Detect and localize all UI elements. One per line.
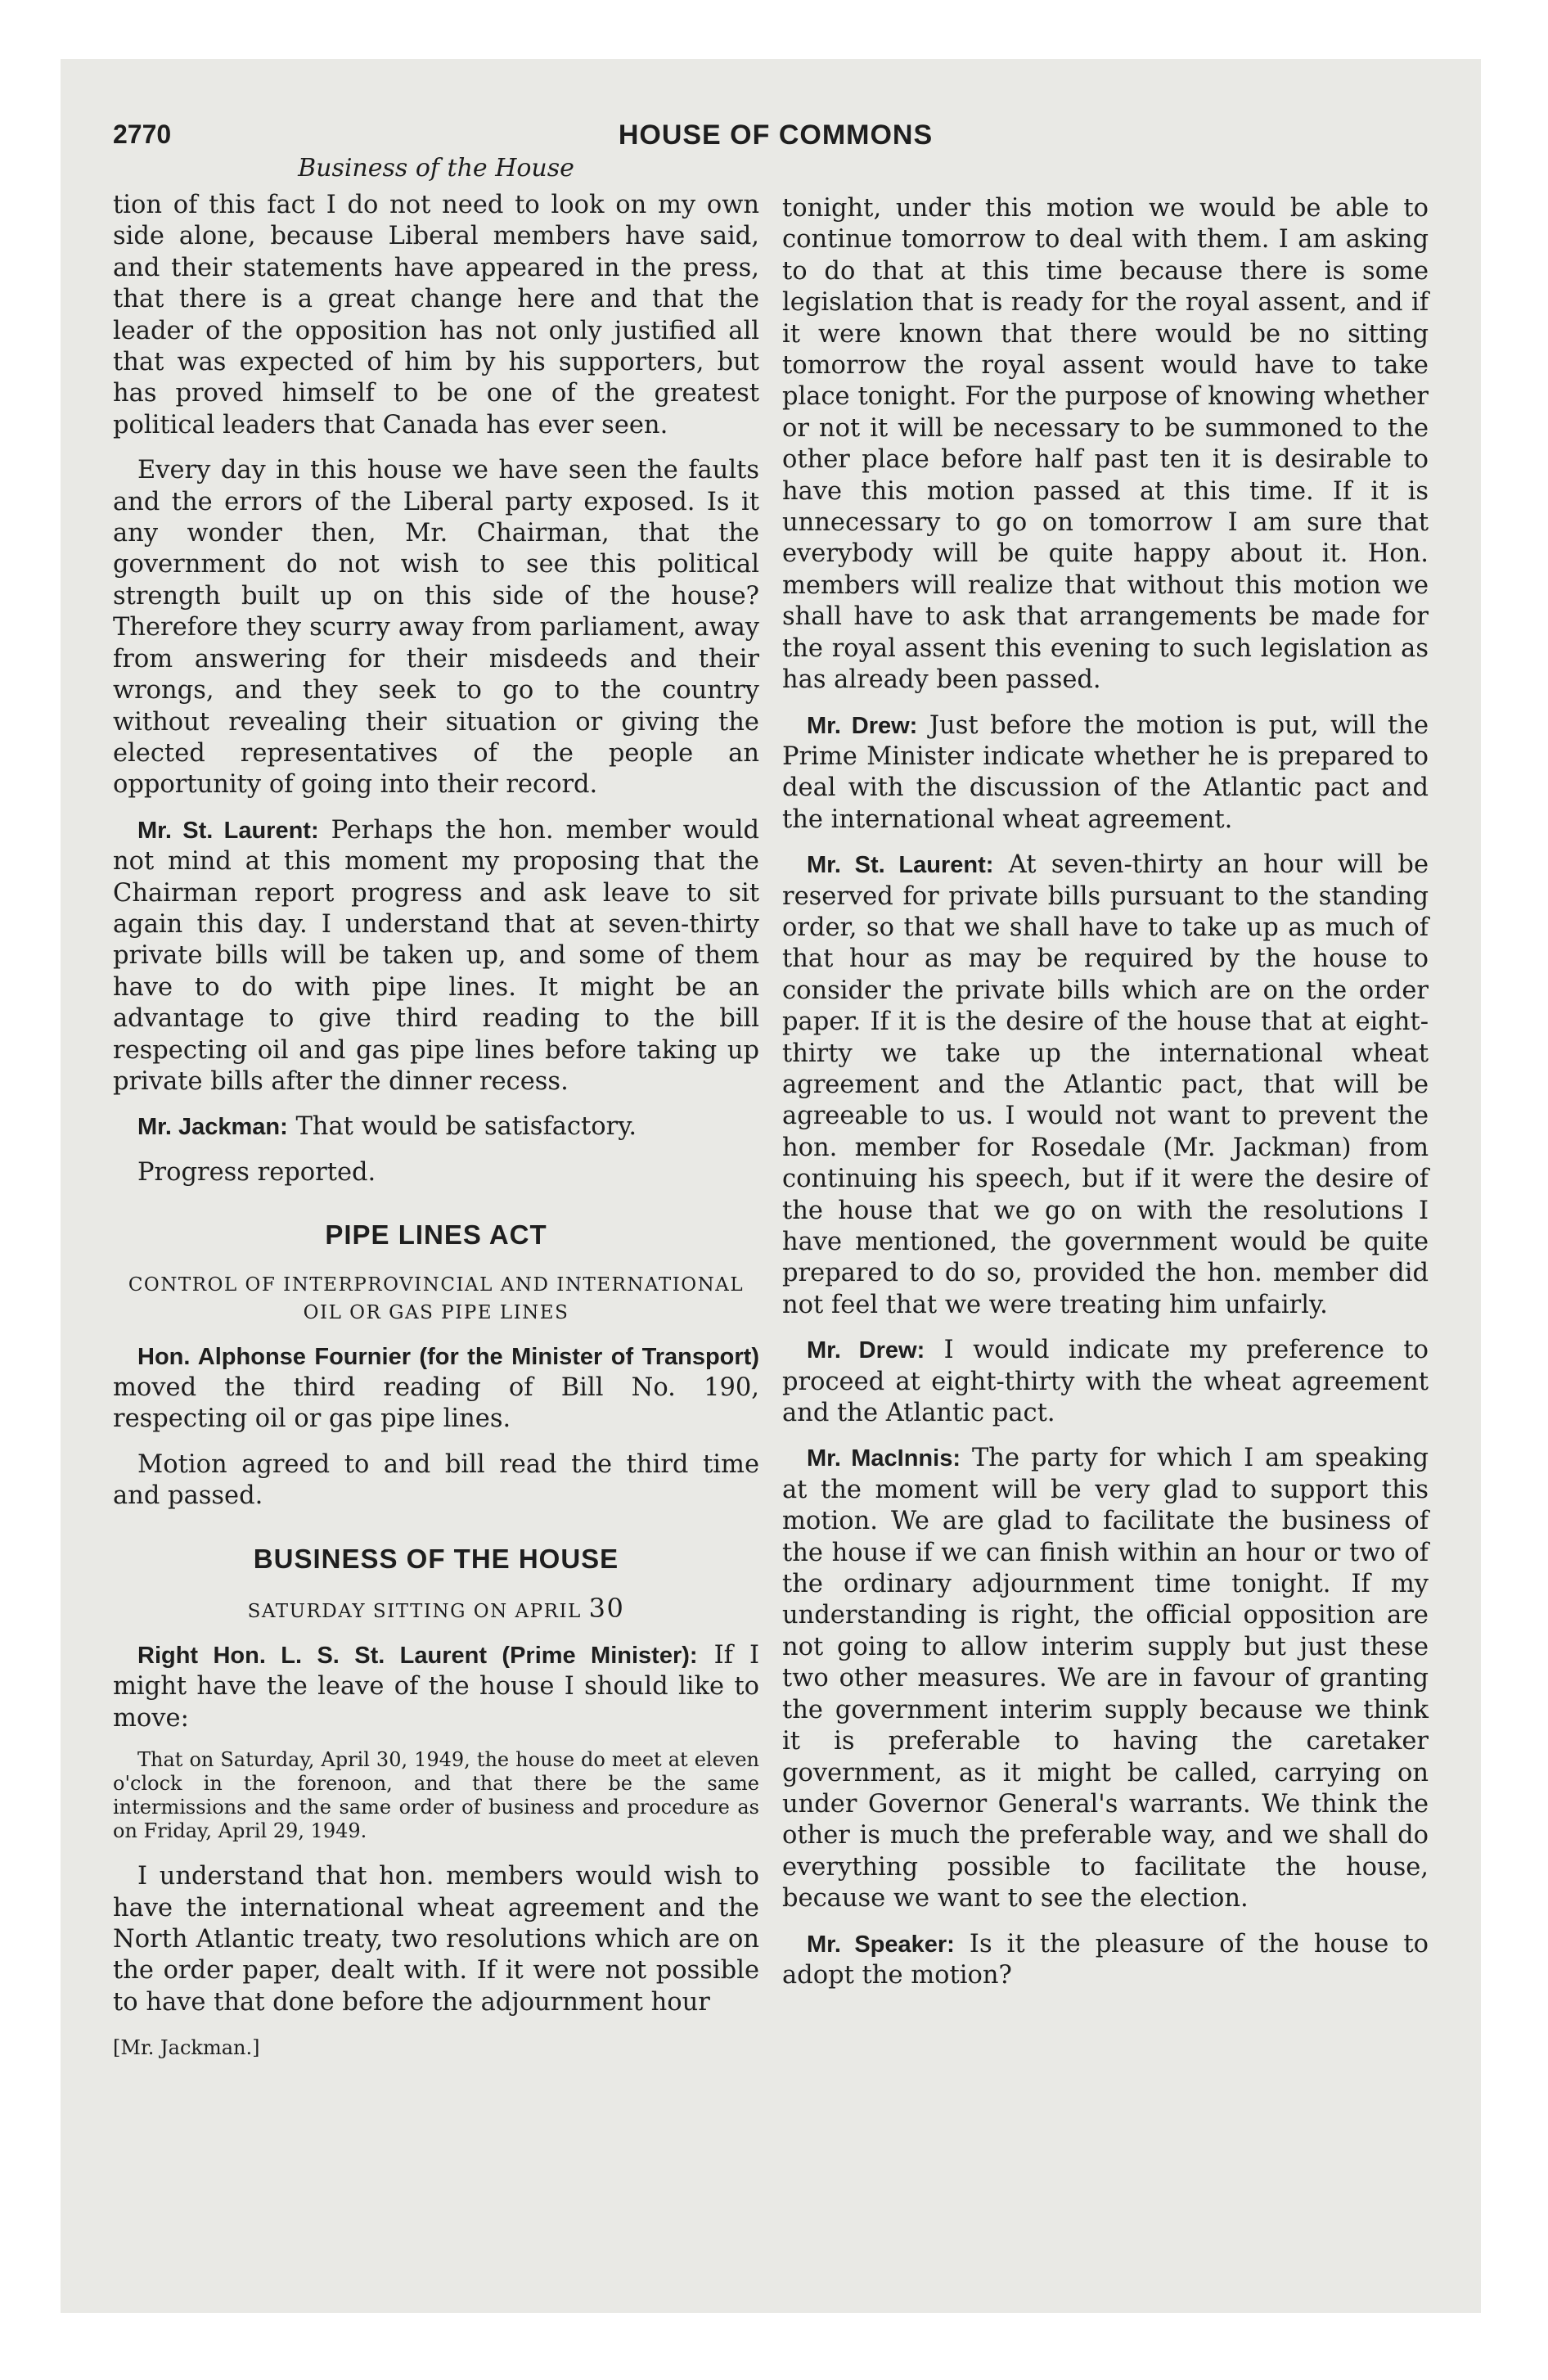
speaker-footer: [Mr. Jackman.]: [113, 2036, 260, 2060]
speaker-name: Mr. St. Laurent:: [807, 852, 994, 879]
section-heading: BUSINESS OF THE HOUSE: [253, 1543, 619, 1574]
speaker-name: Mr. St. Laurent:: [137, 817, 319, 844]
speech-text: That would be satisfactory.: [287, 1112, 637, 1142]
speech: [782, 1443, 1429, 1914]
journal-title: HOUSE OF COMMONS: [618, 119, 934, 151]
speaker-name: Mr. Drew:: [807, 1337, 925, 1364]
speech: [113, 815, 759, 1098]
speaker-name: Hon. Alphonse Fournier (for the Minister of Transport): [137, 1343, 759, 1370]
speaker-name: Mr. Speaker:: [807, 1931, 955, 1958]
speaker-name: Mr. MacInnis:: [807, 1445, 961, 1472]
speech-text: Perhaps the hon. member would not mind at this moment my proposing that the Chairman report progress and ask leave to sit again this day. I understand that at seven-thirty private bills will be taken up, and some of them have to do with pipe lines. It might be an advantage to give third reading to the bill respecting oil and gas pipe lines before taking up private bills after the dinner recess.: [113, 815, 759, 1096]
subheading-date: 30: [588, 1593, 625, 1625]
paragraph: I understand that hon. members would wish to have the international wheat agreement and the North Atlantic treaty, two resolutions which are on the order paper, dealt with. If it were not possible to have that done before the adjournment hour: [113, 1862, 759, 2017]
speech: [113, 1111, 759, 1143]
speech-text: At seven-thirty an hour will be reserved for private bills pursuant to the standing order, so that we shall have to take up as much of that hour as may be required by the house to consider the private bills which are on the order paper. If it is the desire of the house that at eight-thirty we take up the international wheat agreement and the Atlantic pact, that will be agreeable to us. I would not want to prevent the hon. member for Rosedale (Mr. Jackman) from continuing his speech, but if it were the desire of the house that we go on with the resolutions I have mentioned, the government would be quite prepared to do so, provided the hon. member did not feel that we were treating him unfairly.: [782, 850, 1429, 1319]
speech-text: moved the third reading of Bill No. 190, respecting oil or gas pipe lines.: [113, 1373, 759, 1434]
speech-text: Just before the motion is put, will the Prime Minister indicate whether he is prepared to deal with the discussion of the Atlantic pact and the international wheat agreement.: [782, 710, 1429, 834]
speech-text: I would indicate my preference to proceed at eight-thirty with the wheat agreement and the Atlantic pact.: [782, 1336, 1429, 1428]
speaker-name: Right Hon. L. S. St. Laurent (Prime Minister):: [137, 1643, 698, 1670]
paragraph: tonight, under this motion we would be able to continue tomorrow to deal with them. I am asking to do that at this time because there is some legislation that is ready for the royal assent, and if it were known that there would be no sitting tomorrow the royal assent would have to take place tonight. For the purpose of knowing whether or not it will be necessary to be summoned to the other place before half past ten it is desirable to have this motion passed at this time. If it is unnecessary to go on tomorrow I am sure that everybody will be quite happy about it. Hon. members will realize that without this motion we shall have to ask that arrangements be made for the royal assent this evening to such legislation as has already been passed.: [782, 194, 1429, 695]
right-column: [782, 193, 1429, 2005]
speech-text: If I might have the leave of the house I should like to move:: [113, 1641, 759, 1733]
speech: [113, 1341, 759, 1436]
speech: [113, 1640, 759, 1734]
speech: [782, 1335, 1429, 1429]
paragraph: Progress reported.: [137, 1157, 376, 1187]
section-subheading: CONTROL OF INTERPROVINCIAL AND INTERNATIONAL OIL OR GAS PIPE LINES: [128, 1273, 745, 1323]
paragraph: Every day in this house we have seen the faults and the errors of the Liberal party exposed. Is it any wonder then, Mr. Chairman, that the government do not wish to see this political strength built up on this side of the house? Therefore they scurry away from parliament, away from answering for their misdeeds and their wrongs, and they seek to go to the country without revealing their situation or giving the elected representatives of the people an opportunity of going into their record.: [113, 456, 759, 800]
speech: [782, 1929, 1429, 1992]
left-column: [113, 190, 759, 2064]
motion-text: That on Saturday, April 30, 1949, the house do meet at eleven o'clock in the forenoon, and that there be the same intermissions and the same order of business and procedure as on Friday, April 29, 1949.: [113, 1748, 759, 1843]
speaker-name: Mr. Drew:: [807, 712, 918, 739]
speech-text: Is it the pleasure of the house to adopt the motion?: [782, 1929, 1429, 1990]
speech: [782, 850, 1429, 1321]
subheading-text: SATURDAY SITTING ON APRIL: [247, 1601, 589, 1623]
section-heading: PIPE LINES ACT: [325, 1219, 547, 1251]
speech-text: The party for which I am speaking at the moment will be very glad to support this motion. We are glad to facilitate the business of the house if we can finish within an hour or two of the ordinary adjournment time tonight. If my understanding is right, the official opposition are not going to allow interim supply but just these two other measures. We are in favour of granting the government interim supply because we think it is preferable to having the caretaker government, as it might be called, carrying on under Governor General's warrants. We think the other is much the preferable way, and we shall do everything possible to facilitate the house, because we want to see the election.: [782, 1444, 1429, 1913]
speaker-name: Mr. Jackman:: [137, 1114, 288, 1141]
section-subheading: [113, 1594, 759, 1625]
paragraph: Motion agreed to and bill read the third time and passed.: [113, 1449, 759, 1511]
page-subject: Business of the House: [298, 154, 574, 183]
speech: [782, 710, 1429, 836]
paragraph: tion of this fact I do not need to look on my own side alone, because Liberal members have said, and their statements have appeared in the press, that there is a great change here and that the leader of the opposition has not only justified all that was expected of him by his supporters, but has proved himself to be one of the greatest political leaders that Canada has ever seen.: [113, 191, 759, 439]
page-number: 2770: [113, 119, 172, 149]
